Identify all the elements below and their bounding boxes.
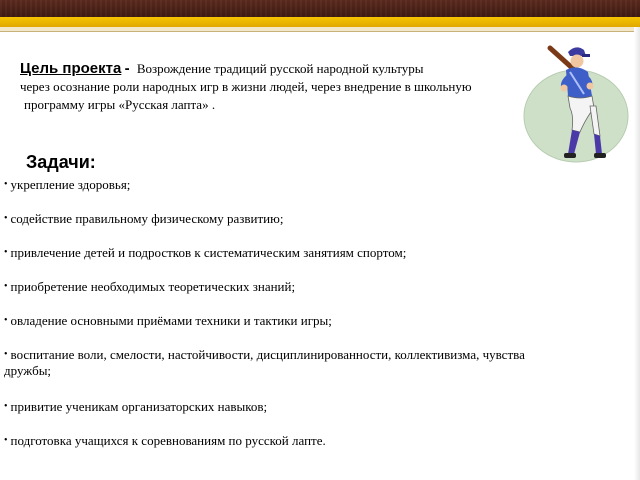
task-text-continued: дружбы; [4, 363, 52, 378]
header-band [0, 0, 640, 17]
project-goal [20, 60, 520, 114]
list-item [4, 399, 604, 415]
bullet-icon: • [4, 349, 8, 360]
goal-line-1 [20, 60, 520, 78]
bullet-icon: • [4, 213, 8, 224]
goal-text-1: Возрождение традиций русской народной культуры [136, 61, 424, 76]
goal-label: Цель проекта [20, 60, 122, 77]
task-text: овладение основными приёмами техники и тактики игры; [10, 313, 332, 328]
task-text: укрепление здоровья; [10, 177, 131, 192]
bullet-icon: • [4, 179, 8, 190]
task-text: воспитание воли, смелости, настойчивости, дисциплинированности, коллективизма, чувства [10, 347, 525, 362]
list-item [4, 211, 604, 227]
list-item [4, 177, 604, 193]
header-divider [0, 27, 640, 32]
goal-line-3: программу игры «Русская лапта» . [24, 97, 216, 112]
bullet-icon: • [4, 401, 8, 412]
task-text: привитие ученикам организаторских навыков; [10, 399, 268, 414]
tasks-title: Задачи: [26, 152, 96, 172]
header-accent-line [0, 17, 640, 27]
bullet-icon: • [4, 247, 8, 258]
task-text: содействие правильному физическому развитию; [10, 211, 284, 226]
task-text: приобретение необходимых теоретических знаний; [10, 279, 296, 294]
bullet-icon: • [4, 281, 8, 292]
list-item [4, 433, 604, 449]
goal-line-2: через осознание роли народных игр в жизни людей, через внедрение в школьную [20, 79, 472, 94]
list-item [4, 245, 604, 261]
bullet-icon: • [4, 435, 8, 446]
list-item [4, 347, 604, 379]
slide-edge-shadow [634, 27, 640, 480]
list-item [4, 313, 604, 329]
baseball-batter-icon [510, 36, 630, 176]
task-text: подготовка учащихся к соревнованиям по русской лапте. [10, 433, 326, 448]
list-item [4, 279, 604, 295]
goal-dash: - [124, 60, 130, 77]
bullet-icon: • [4, 315, 8, 326]
task-text: привлечение детей и подростков к систематическим занятиям спортом; [10, 245, 407, 260]
